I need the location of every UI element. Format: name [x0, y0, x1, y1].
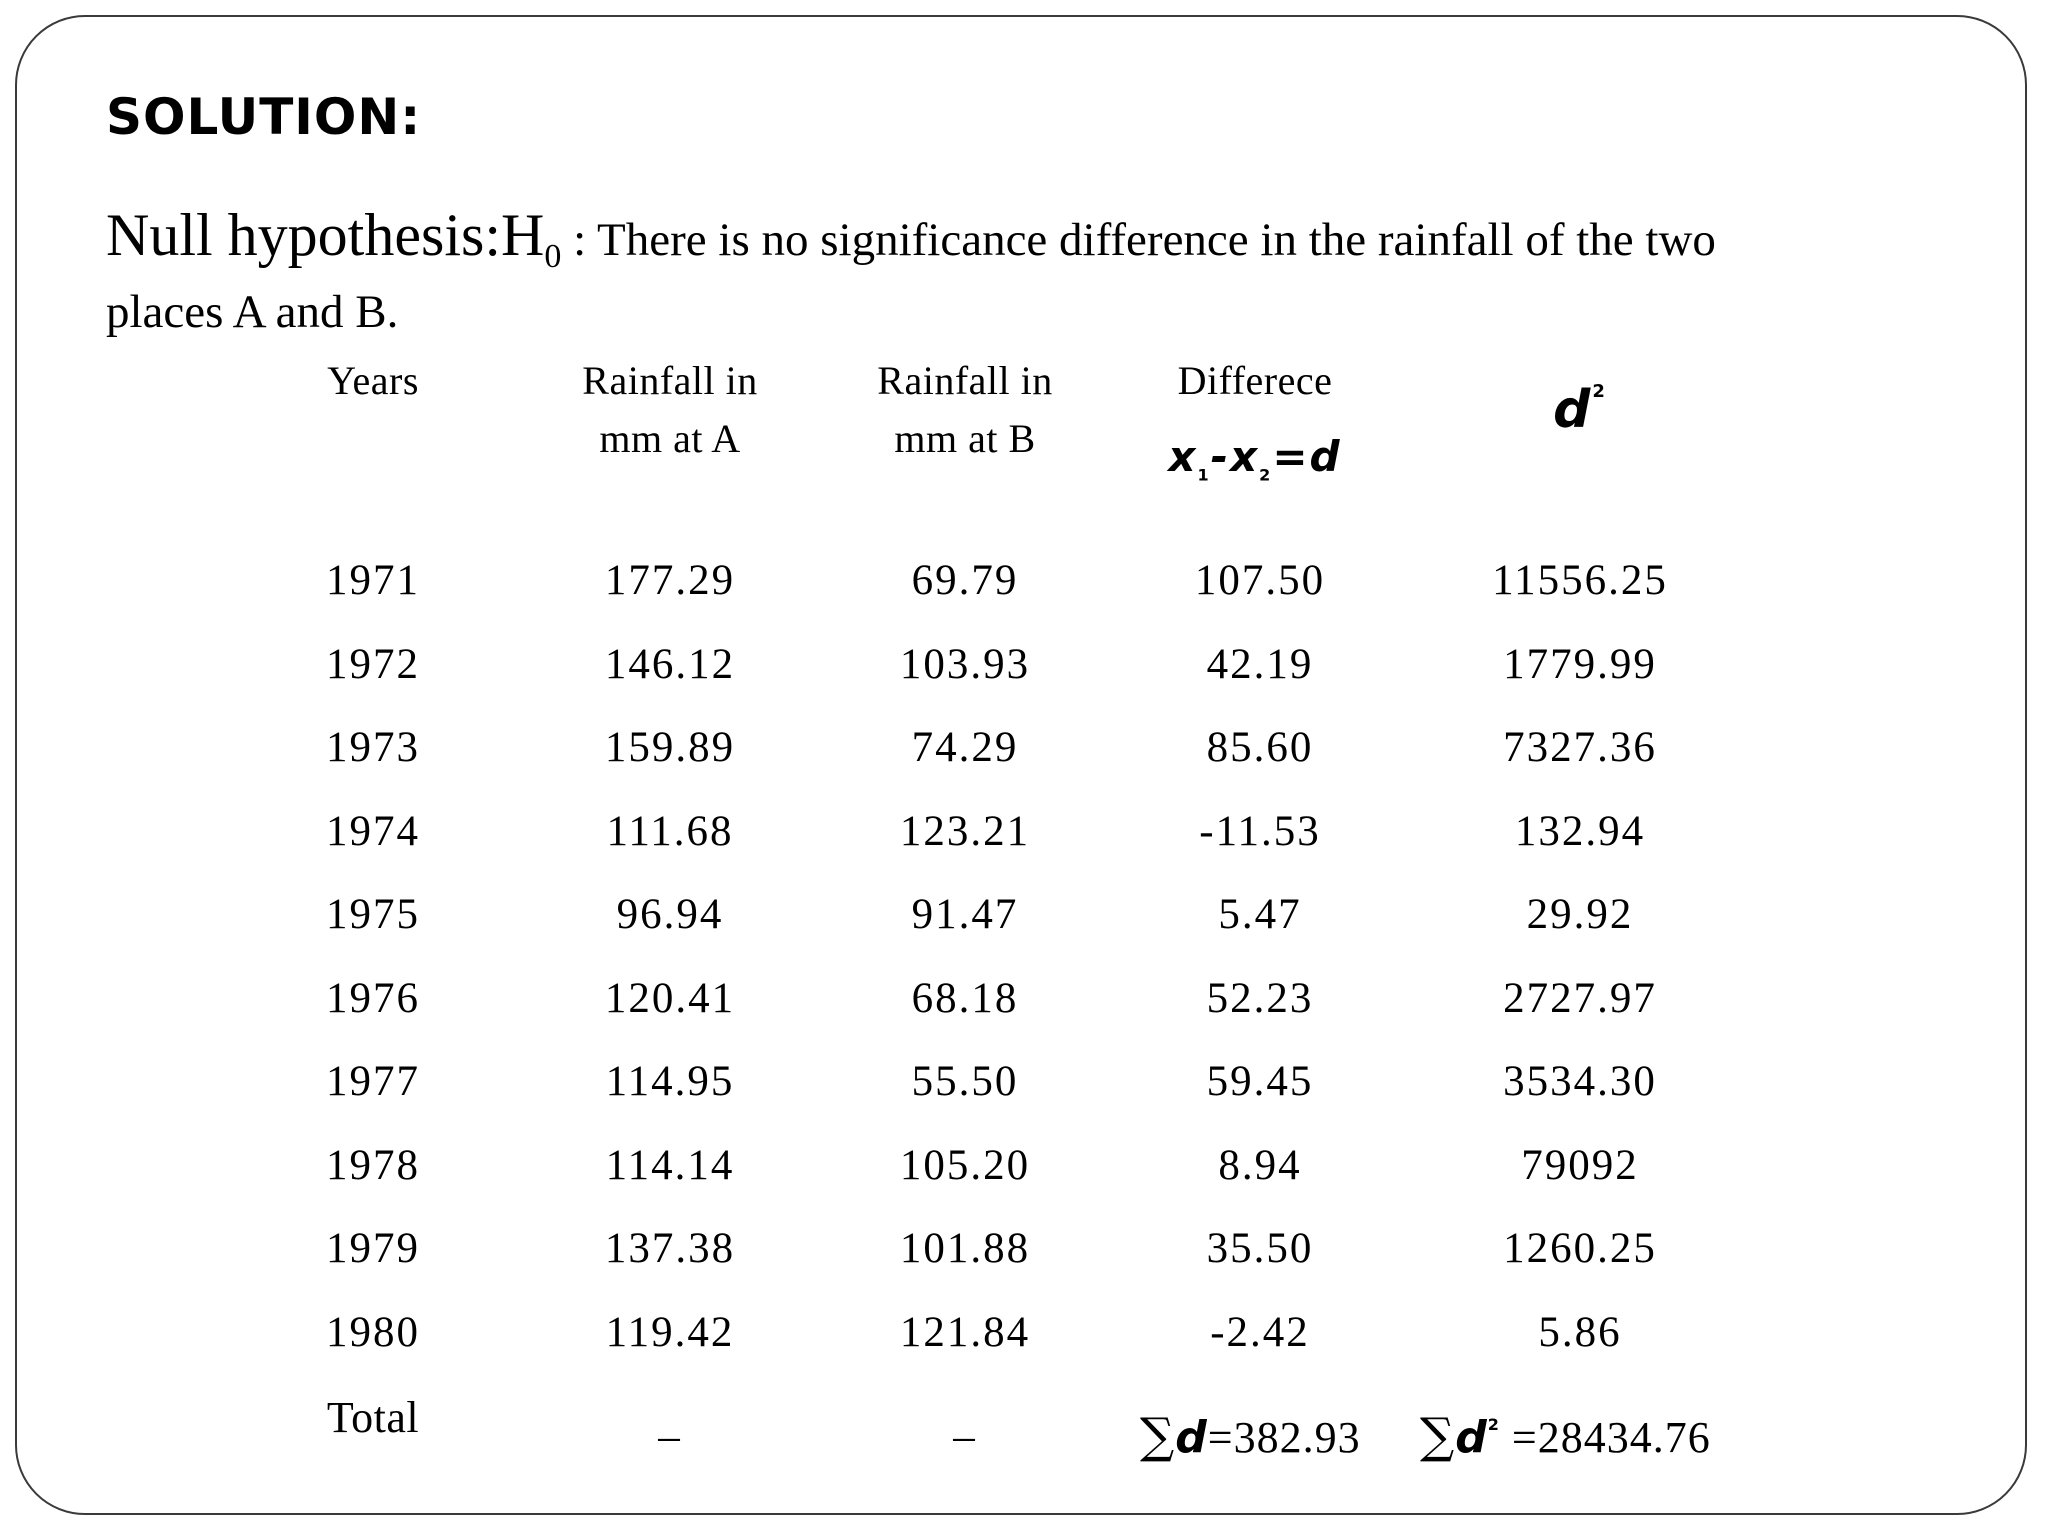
cell-rainfall-b: 68.18: [911, 974, 1019, 1022]
d-squared-sup: 2: [1592, 381, 1607, 402]
cell-d-squared: 29.92: [1526, 891, 1634, 938]
cell-difference: 35.50: [1206, 1225, 1314, 1272]
cell-rainfall-b: 91.47: [911, 891, 1019, 938]
hypothesis-line2: places A and B.: [106, 286, 399, 338]
cell-year: 1974: [326, 807, 420, 855]
cell-d-squared: 1260.25: [1503, 1225, 1657, 1272]
header-rainfall-b: [835, 352, 1095, 468]
sum-d-symbol: ∑: [1140, 1408, 1176, 1464]
header-rainfall-b-line1: Rainfall in: [877, 358, 1053, 403]
formula-sub1: 1: [1197, 465, 1211, 485]
cell-difference: 52.23: [1206, 974, 1314, 1022]
cell-rainfall-a: 177.29: [604, 557, 736, 604]
cell-difference: 107.50: [1194, 557, 1326, 604]
cell-rainfall-a: 120.41: [604, 974, 736, 1022]
header-rainfall-a-line1: Rainfall in: [582, 358, 758, 403]
cell-difference: 42.19: [1206, 640, 1314, 688]
solution-heading: SOLUTION:: [106, 88, 422, 146]
cell-d-squared: 132.94: [1514, 807, 1646, 855]
header-rainfall-b-line2: mm at B: [894, 416, 1036, 461]
sum-d2-symbol: ∑: [1420, 1408, 1456, 1464]
cell-difference: 59.45: [1206, 1058, 1314, 1105]
header-years: Years: [327, 358, 419, 403]
cell-rainfall-a: 96.94: [616, 891, 724, 938]
cell-rainfall-a: 159.89: [604, 724, 736, 771]
cell-difference: -11.53: [1199, 807, 1321, 855]
cell-rainfall-a: 119.42: [605, 1308, 735, 1356]
header-d-squared: [1480, 380, 1680, 440]
hypothesis-subscript: 0: [544, 238, 562, 275]
cell-rainfall-b: 55.50: [911, 1058, 1019, 1105]
cell-rainfall-b: 101.88: [899, 1225, 1031, 1272]
cell-year: 1975: [326, 891, 420, 938]
cell-difference: 8.94: [1218, 1141, 1302, 1189]
cell-year: 1978: [326, 1141, 420, 1189]
cell-year: 1973: [326, 724, 420, 771]
cell-year: 1976: [326, 974, 420, 1022]
cell-rainfall-b: 121.84: [899, 1308, 1031, 1356]
sum-d-squared: [1420, 1408, 1740, 1464]
cell-difference: -2.42: [1210, 1308, 1310, 1356]
cell-d-squared: 7327.36: [1503, 724, 1657, 771]
total-rainfall-b: –: [953, 1413, 977, 1460]
cell-year: 1979: [326, 1225, 420, 1272]
cell-d-squared: 3534.30: [1503, 1058, 1657, 1105]
formula-eq-d: =d: [1272, 432, 1342, 481]
sum-d-var: d: [1175, 1412, 1208, 1463]
formula-x1: x: [1168, 432, 1198, 481]
cell-d-squared: 79092: [1521, 1141, 1639, 1189]
header-rainfall-a: [540, 352, 800, 468]
header-difference-formula: [1130, 432, 1380, 484]
cell-d-squared: 5.86: [1538, 1308, 1622, 1356]
hypothesis-text: : There is no significance difference in the rainfall of the two: [561, 214, 1716, 266]
cell-year: 1972: [326, 640, 420, 688]
cell-rainfall-b: 103.93: [899, 640, 1031, 688]
cell-d-squared: 1779.99: [1503, 640, 1657, 688]
cell-rainfall-a: 114.14: [605, 1141, 735, 1189]
cell-difference: 5.47: [1218, 891, 1302, 938]
d-squared-var: d: [1553, 380, 1593, 440]
hypothesis-lead: Null hypothesis:H: [106, 202, 545, 268]
total-rainfall-a: –: [658, 1413, 682, 1460]
cell-rainfall-b: 105.20: [899, 1141, 1031, 1189]
cell-year: 1977: [326, 1058, 420, 1105]
total-label: Total: [326, 1393, 420, 1442]
sum-d: [1140, 1408, 1380, 1464]
cell-rainfall-a: 114.95: [605, 1058, 735, 1105]
cell-year: 1980: [326, 1308, 420, 1356]
formula-minus-x2: -x: [1210, 432, 1260, 481]
formula-sub2: 2: [1259, 465, 1273, 485]
cell-d-squared: 11556.25: [1492, 557, 1668, 604]
null-hypothesis: [106, 195, 1966, 297]
cell-year: 1971: [326, 557, 420, 604]
cell-rainfall-b: 69.79: [911, 557, 1019, 604]
sum-d-value: =382.93: [1207, 1413, 1361, 1462]
cell-difference: 85.60: [1206, 724, 1314, 771]
sum-d2-var: d: [1455, 1412, 1488, 1463]
cell-d-squared: 2727.97: [1503, 974, 1657, 1022]
cell-rainfall-a: 146.12: [604, 640, 736, 688]
sum-d2-value: =28434.76: [1499, 1413, 1711, 1462]
cell-rainfall-a: 111.68: [606, 807, 734, 855]
cell-rainfall-b: 123.21: [899, 807, 1031, 855]
cell-rainfall-a: 137.38: [604, 1225, 736, 1272]
header-difference: Differece: [1177, 358, 1333, 403]
cell-rainfall-b: 74.29: [911, 724, 1019, 771]
header-rainfall-a-line2: mm at A: [599, 416, 741, 461]
sum-d2-sup: 2: [1487, 1415, 1500, 1434]
